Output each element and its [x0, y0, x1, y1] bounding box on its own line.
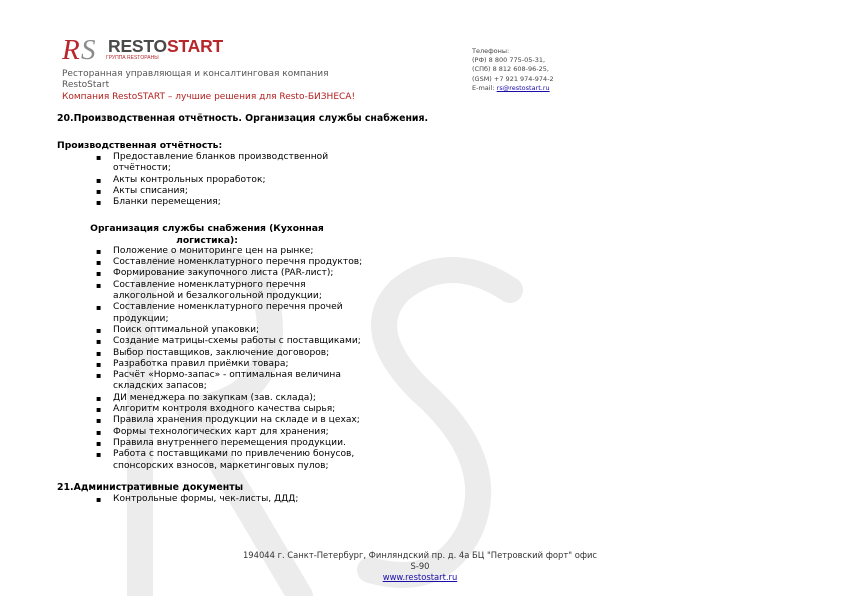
logo-word-resto: RESTO: [108, 35, 167, 56]
list-item: ▪ Составление номенклатурного перечня алкогольной и безалкогольной продукции;: [113, 280, 363, 303]
production-reporting-list: [57, 152, 363, 208]
list-item: ▪ Контрольные формы, чек-листы, ДДД;: [113, 494, 363, 505]
list-item: ▪ Правила хранения продукции на складе и в цехах;: [113, 415, 363, 426]
section-21-title: 21.Административные документы: [57, 481, 244, 493]
email-link[interactable]: rs@restostart.ru: [496, 83, 550, 92]
list-item: ▪ Расчёт «Нормо-запас» - оптимальная величина складских запасов;: [113, 370, 363, 393]
supply-service-list: [57, 246, 363, 472]
list-item: ▪ Составление номенклатурного перечня прочей продукции;: [113, 302, 363, 325]
contacts-title: Телефоны:: [472, 47, 510, 55]
phone-rf: (РФ) 8 800 775-05-31,: [472, 56, 546, 65]
list-item: ▪ Формирование закупочного листа (PAR-лист);: [113, 268, 363, 279]
section-20-title: 20.Производственная отчётность. Организация службы снабжения.: [57, 113, 429, 124]
admin-documents-list: [57, 494, 363, 505]
list-item: ▪ Формы технологических карт для хранения;: [113, 427, 363, 438]
production-reporting-title: Производственная отчётность:: [57, 140, 223, 151]
email-line: [472, 84, 554, 93]
logo-tagline: ГРУППА RESTОРАНЫ: [106, 55, 159, 61]
list-item: ▪ Поиск оптимальной упаковки;: [113, 325, 363, 336]
list-item: ▪ Предоставление бланков производственной отчётности;: [113, 152, 363, 175]
company-name: RestoStart: [62, 80, 110, 91]
svg-text:R: R: [62, 34, 80, 64]
rs-logo-icon: [62, 34, 106, 64]
contacts-block: [472, 47, 554, 93]
list-item: ▪ Создание матрицы-схемы работы с поставщиками;: [113, 336, 363, 347]
list-item: ▪ Правила внутреннего перемещения продукции.: [113, 438, 363, 449]
phone-spb: (СПб) 8 812 608-96-25,: [472, 65, 549, 74]
list-item: ▪ Акты списания;: [113, 186, 363, 197]
list-item: ▪ Акты контрольных проработок;: [113, 175, 363, 186]
document-content: [57, 113, 577, 505]
restostart-logo[interactable]: [62, 34, 223, 64]
supply-service-title-line1: Организация службы снабжения (Кухонная: [90, 223, 324, 235]
logo-word-start: START: [166, 35, 223, 56]
list-item: ▪ ДИ менеджера по закупкам (зав. склада);: [113, 393, 363, 404]
supply-service-title: [59, 223, 355, 245]
list-item: ▪ Положение о мониторинге цен на рынке;: [113, 246, 363, 257]
list-item: ▪ Алгоритм контроля входного качества сырья;: [113, 404, 363, 415]
logo-wordmark: [108, 35, 223, 56]
website-link[interactable]: www.restostart.ru: [382, 572, 458, 583]
supply-service-title-line2: логистика):: [176, 234, 238, 246]
list-item: ▪ Составление номенклатурного перечня продуктов;: [113, 257, 363, 268]
svg-text:S: S: [81, 34, 96, 64]
footer-address: 194044 г. Санкт-Петербург, Финляндский пр. д. 4а БЦ "Петровский форт" офис: [242, 550, 598, 560]
company-description: Ресторанная управляющая и консалтинговая компания: [62, 69, 329, 79]
company-info: [62, 69, 355, 103]
page-footer: [230, 550, 610, 584]
list-item: ▪ Разработка правил приёмки товара;: [113, 359, 363, 370]
list-item: ▪ Бланки перемещения;: [113, 197, 363, 208]
company-slogan: Компания RestoSTART – лучшие решения для Resto-БИЗНЕСА!: [62, 91, 356, 102]
list-item: ▪ Выбор поставщиков, заключение договоров;: [113, 348, 363, 359]
phone-gsm: (GSM) +7 921 974-974-2: [472, 74, 554, 83]
list-item: ▪ Работа с поставщиками по привлечению бонусов, спонсорских взносов, маркетинговых пулов;: [113, 449, 363, 472]
footer-office: S-90: [410, 561, 430, 572]
email-label: E-mail:: [472, 83, 497, 92]
